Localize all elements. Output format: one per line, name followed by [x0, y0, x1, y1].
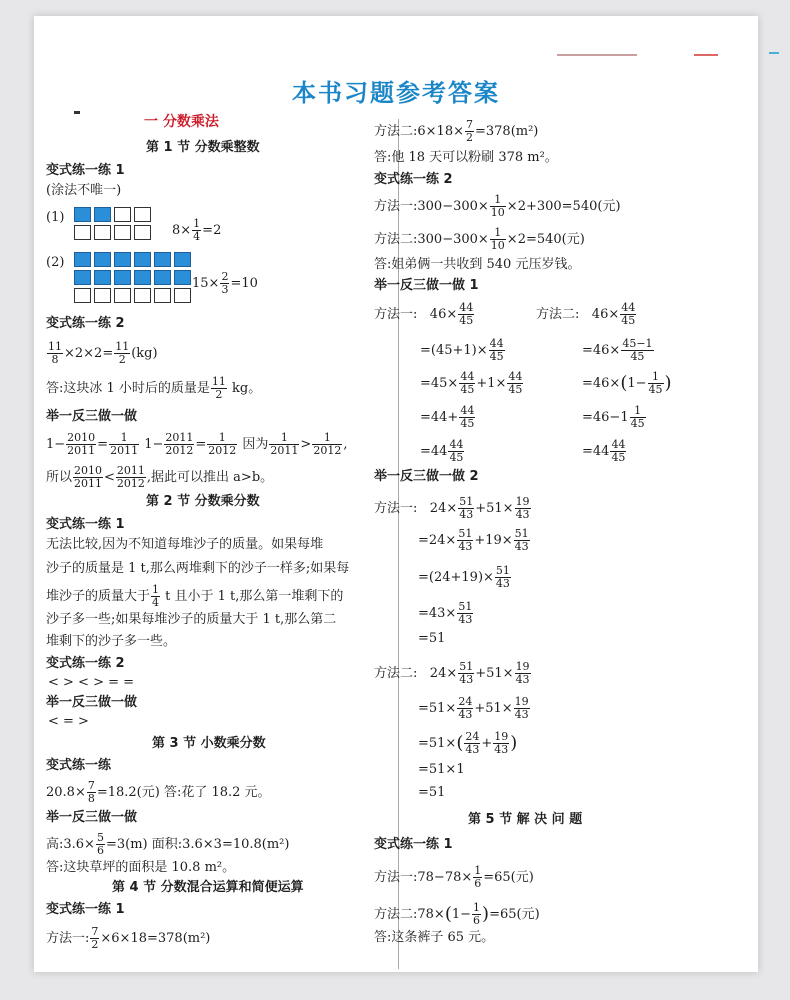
equation: 方法二: 46× $\frac{44}{45}$ — [536, 301, 636, 327]
equation: =51× $\frac{24}{43}$ +51× $\frac{19}{43}$ — [418, 695, 529, 721]
fraction — [192, 218, 201, 243]
fraction — [66, 432, 96, 457]
grid-cell — [74, 225, 91, 240]
fraction — [457, 696, 473, 721]
equation: =51 — [418, 631, 446, 646]
fraction — [472, 902, 481, 927]
fraction-part: 1 — [193, 217, 201, 230]
fraction — [211, 376, 227, 401]
fraction-part: 2 — [215, 388, 223, 401]
fraction — [493, 731, 509, 756]
fraction-part: 43 — [459, 673, 474, 686]
exercise-heading: 举一反三做一做 — [46, 810, 138, 825]
fraction — [473, 865, 482, 890]
fraction-part: 2011 — [165, 431, 194, 444]
fraction-part: 43 — [458, 613, 473, 626]
grid-cell — [174, 288, 191, 303]
equation: =43× $\frac{51}{43}$ — [418, 600, 473, 626]
fraction-part: 43 — [515, 508, 530, 521]
fraction-part: 1 — [207, 432, 237, 445]
fraction-part: 43 — [459, 508, 474, 521]
parenthesis: ( — [444, 903, 452, 925]
exercise-heading: 变式练一练 1 — [46, 163, 125, 178]
answer-text: 答:姐弟俩一共收到 540 元压岁钱。 — [374, 257, 581, 272]
header-decoration — [694, 54, 718, 56]
grid-cell-shaded — [74, 270, 91, 285]
fraction-part: 51 — [459, 660, 474, 673]
exercise-heading: 举一反三做一做 2 — [374, 469, 479, 484]
fraction — [164, 432, 194, 457]
grid-cell-shaded — [114, 270, 131, 285]
fraction-part: 1 — [630, 405, 646, 418]
exercise-heading: 变式练一练 1 — [46, 517, 125, 532]
fraction-part: 7 — [91, 925, 99, 938]
fraction-part: 51 — [495, 564, 510, 577]
grid-cell-shaded — [174, 270, 191, 285]
fraction-part: 3 — [221, 283, 229, 296]
equation: 20.8× $\frac{7}{8}$ =18.2(元) 答:花了 18.2 元。 — [46, 779, 271, 805]
paragraph-line: 堆沙子的质量大于 $\frac{1}{4}$ t 且小于 1 t,那么第一堆剩下的 — [46, 583, 344, 609]
fraction — [458, 496, 474, 521]
fraction-part: 2012 — [208, 444, 237, 457]
section-title-4: 第 4 节 分数混合运算和简便运算 — [112, 880, 304, 895]
grid-cell — [114, 288, 131, 303]
fraction-part: 43 — [495, 577, 510, 590]
fraction-part: 44 — [508, 370, 523, 383]
fraction — [610, 439, 626, 464]
equation: =(24+19)× $\frac{51}{43}$ — [418, 564, 510, 590]
exercise-heading: 举一反三做一做 1 — [374, 278, 479, 293]
fraction-part: 45 — [621, 314, 636, 327]
grid-cell-shaded — [134, 270, 151, 285]
equation: 所以 $\frac{2010}{2011}$ < $\frac{2011}{2012}$ ,据此可以推出 a>b。 — [46, 464, 274, 490]
paragraph-line: 沙子的质量是 1 t,那么两堆剩下的沙子一样多;如果每 — [46, 561, 350, 576]
answer-text: 答:他 18 天可以粉刷 378 m²。 — [374, 150, 558, 165]
grid-cell-shaded — [74, 252, 91, 267]
fraction — [459, 405, 475, 430]
fraction — [620, 302, 636, 327]
grid-cell-shaded — [94, 207, 111, 222]
exercise-heading: 变式练一练 2 — [46, 316, 125, 331]
fraction-part: 1 — [490, 194, 506, 207]
equation: $\frac{11}{8}$ ×2×2= $\frac{11}{2}$ (kg) — [48, 340, 158, 366]
fraction-part: 43 — [494, 743, 509, 756]
fraction-part: 11 — [115, 340, 130, 353]
fraction — [458, 302, 474, 327]
section-title-1: 第 1 节 分数乘整数 — [146, 140, 260, 155]
fraction-part: 51 — [459, 495, 474, 508]
fraction-part: 45 — [630, 417, 645, 430]
exercise-heading: 变式练一练 — [46, 758, 112, 773]
paragraph-line: 堆剩下的沙子多一些。 — [46, 634, 177, 649]
fraction — [465, 119, 474, 144]
fraction-part: 6 — [473, 914, 481, 927]
fraction — [457, 601, 473, 626]
grid-cell-shaded — [174, 252, 191, 267]
parenthesis: ( — [456, 732, 464, 754]
fraction-part: 2011 — [116, 464, 145, 477]
fraction-part: 45 — [611, 451, 626, 464]
equation: =46−1 $\frac{1}{45}$ — [582, 404, 645, 430]
fraction-part: 11 — [211, 375, 226, 388]
fraction — [648, 371, 664, 396]
fraction-part: 1 — [109, 432, 139, 445]
fraction-part: 19 — [515, 495, 530, 508]
parenthesis: ) — [664, 372, 672, 394]
item-label: (1) — [46, 210, 65, 225]
shading-grid-2 — [74, 252, 191, 303]
fraction-part: 45−1 — [622, 337, 653, 350]
exercise-heading: 举一反三做一做 — [46, 409, 138, 424]
fraction-part: 44 — [449, 438, 464, 451]
section-title-5: 第 5 节 解 决 问 题 — [468, 812, 583, 827]
fraction — [515, 496, 531, 521]
grid-cell — [94, 225, 111, 240]
grid-cell — [134, 288, 151, 303]
fraction-part: 2011 — [270, 444, 299, 457]
equation: 15× $\frac{2}{3}$ =10 — [192, 270, 258, 296]
fraction — [220, 271, 229, 296]
fraction — [90, 926, 99, 951]
paragraph-line: 沙子多一些;如果每堆沙子的质量大于 1 t,那么第二 — [46, 612, 337, 627]
fraction-part: 44 — [459, 301, 474, 314]
grid-cell-shaded — [114, 252, 131, 267]
equation: =51 — [418, 785, 446, 800]
fraction-part: 2011 — [67, 444, 96, 457]
fraction — [73, 465, 103, 490]
fraction-part: 43 — [514, 540, 529, 553]
fraction-part: 44 — [621, 301, 636, 314]
grid-cell — [134, 207, 151, 222]
fraction — [490, 227, 506, 252]
fraction-part: 4 — [152, 596, 160, 609]
shading-grid-1 — [74, 207, 151, 240]
fraction-part: 2011 — [110, 444, 139, 457]
parenthesis: ) — [510, 732, 518, 754]
fraction-part: 1 — [490, 227, 506, 240]
fraction-part: 51 — [458, 600, 473, 613]
equation: 8× $\frac{1}{4}$ =2 — [172, 217, 222, 243]
grid-cell — [114, 207, 131, 222]
fraction-part: 2 — [221, 270, 229, 283]
equation: =51×1 — [418, 762, 465, 777]
comparison-symbols: < = > — [48, 714, 89, 729]
fraction-part: 11 — [48, 340, 62, 353]
fraction-part: 2 — [91, 938, 99, 951]
grid-cell — [114, 225, 131, 240]
fraction-part: 51 — [514, 527, 529, 540]
fraction-part: 8 — [51, 353, 59, 366]
fraction-part: 45 — [630, 350, 645, 363]
equation: =51×( $\frac{24}{43}$ + $\frac{19}{43}$ ) — [418, 730, 518, 756]
equation: 方法二:78×(1− $\frac{1}{6}$ )=65(元) — [374, 901, 540, 927]
fraction-part: 19 — [514, 695, 529, 708]
fraction-part: 44 — [460, 404, 475, 417]
exercise-heading: 变式练一练 2 — [374, 172, 453, 187]
fraction — [96, 832, 105, 857]
equation: =24× $\frac{51}{43}$ +19× $\frac{51}{43}$ — [418, 527, 529, 553]
fraction-part: 10 — [490, 206, 505, 219]
fraction-part: 43 — [458, 540, 473, 553]
fraction-part: 6 — [96, 844, 104, 857]
equation: =44 $\frac{44}{45}$ — [582, 438, 626, 464]
equation: =45× $\frac{44}{45}$ +1× $\frac{44}{45}$ — [420, 370, 523, 396]
fraction-part: 45 — [489, 350, 504, 363]
fraction-part: 2012 — [313, 444, 342, 457]
equation: 方法一:300−300× $\frac{1}{10}$ ×2+300=540(元) — [374, 193, 621, 219]
fraction-part: 1 — [269, 432, 299, 445]
fraction — [207, 432, 237, 457]
grid-cell — [74, 288, 91, 303]
equation: 方法二:300−300× $\frac{1}{10}$ ×2=540(元) — [374, 226, 585, 252]
fraction — [489, 338, 505, 363]
equation: 方法一: 46× $\frac{44}{45}$ — [374, 301, 474, 327]
fraction-part: 2 — [465, 131, 473, 144]
grid-cell — [134, 225, 151, 240]
fraction — [116, 465, 146, 490]
fraction-part: 5 — [96, 831, 104, 844]
fraction-part: 2010 — [74, 464, 103, 477]
fraction-part: 1 — [473, 901, 481, 914]
fraction — [457, 528, 473, 553]
fraction-part: 2012 — [165, 444, 194, 457]
exercise-heading: 变式练一练 2 — [46, 656, 125, 671]
parenthesis: ) — [482, 903, 490, 925]
fraction — [621, 338, 653, 363]
fraction — [495, 565, 511, 590]
fraction — [151, 584, 160, 609]
grid-cell-shaded — [154, 252, 171, 267]
grid-cell-shaded — [74, 207, 91, 222]
equation: =46×(1− $\frac{1}{45}$ ) — [582, 370, 672, 396]
fraction-part: 43 — [515, 673, 530, 686]
fraction — [630, 405, 646, 430]
fraction-part: 24 — [458, 695, 473, 708]
fraction-part: 44 — [489, 337, 504, 350]
fraction-part: 1 — [152, 583, 160, 596]
fraction-part: 43 — [514, 708, 529, 721]
fraction — [114, 341, 130, 366]
fraction — [269, 432, 299, 457]
fraction-part: 44 — [460, 370, 475, 383]
fraction-part: 24 — [465, 730, 480, 743]
item-label: (2) — [46, 255, 65, 270]
fraction-part: 45 — [648, 383, 663, 396]
fraction-part: 43 — [465, 743, 480, 756]
equation: =44+ $\frac{44}{45}$ — [420, 404, 475, 430]
fraction — [87, 780, 96, 805]
fraction-part: 43 — [458, 708, 473, 721]
fraction — [514, 696, 530, 721]
grid-cell — [154, 288, 171, 303]
fraction-part: 1 — [312, 432, 342, 445]
fraction-part: 19 — [515, 660, 530, 673]
answer-page — [34, 16, 758, 972]
exercise-heading: 变式练一练 1 — [46, 902, 125, 917]
fraction-part: 2 — [118, 353, 126, 366]
equation: 高:3.6× $\frac{5}{6}$ =3(m) 面积:3.6×3=10.8(m²) — [46, 831, 290, 857]
fraction — [459, 371, 475, 396]
fraction-part: 1 — [474, 864, 482, 877]
fraction — [507, 371, 523, 396]
fraction-part: 7 — [465, 118, 473, 131]
fraction-part: 45 — [459, 314, 474, 327]
fraction — [47, 341, 63, 366]
chapter-title: 一 分数乘法 — [144, 114, 219, 130]
fraction-part: 45 — [460, 383, 475, 396]
answer-text: 答:这块冰 1 小时后的质量是 $\frac{11}{2}$ kg。 — [46, 375, 262, 401]
equation: =44 $\frac{44}{45}$ — [420, 438, 464, 464]
answer-text: 答:这块草坪的面积是 10.8 m²。 — [46, 860, 236, 875]
fraction — [312, 432, 342, 457]
equation: =46× $\frac{45-1}{45}$ — [582, 337, 653, 363]
fraction-part: 8 — [87, 792, 95, 805]
fraction-part: 45 — [449, 451, 464, 464]
fraction-part: 4 — [193, 230, 201, 243]
grid-cell-shaded — [94, 270, 111, 285]
header-decoration — [557, 54, 637, 56]
fraction-part: 10 — [490, 239, 505, 252]
fraction-part: 6 — [474, 877, 482, 890]
section-title-2: 第 2 节 分数乘分数 — [146, 494, 260, 509]
grid-cell-shaded — [134, 252, 151, 267]
fraction — [515, 661, 531, 686]
equation: 方法一: 24× $\frac{51}{43}$ +51× $\frac{19}{43}$ — [374, 495, 530, 521]
fraction — [458, 661, 474, 686]
fraction-part: 19 — [494, 730, 509, 743]
equation: =(45+1)× $\frac{44}{45}$ — [420, 337, 504, 363]
fraction-part: 1 — [648, 371, 664, 384]
equation: 方法一: $\frac{7}{2}$ ×6×18=378(m²) — [46, 925, 211, 951]
fraction-part: 44 — [611, 438, 626, 451]
answer-text: 答:这条裤子 65 元。 — [374, 930, 495, 945]
grid-cell-shaded — [154, 270, 171, 285]
fraction-part: 2012 — [116, 477, 145, 490]
parenthesis: ( — [620, 372, 628, 394]
equation: 方法二:6×18× $\frac{7}{2}$ =378(m²) — [374, 118, 539, 144]
fraction-part: 2010 — [67, 431, 96, 444]
fraction-part: 51 — [458, 527, 473, 540]
fraction-part: 2011 — [74, 477, 103, 490]
paragraph-line: 无法比较,因为不知道每堆沙子的质量。如果每堆 — [46, 537, 324, 552]
header-decoration — [769, 52, 779, 54]
exercise-heading: 变式练一练 1 — [374, 837, 453, 852]
margin-mark — [74, 111, 80, 114]
fraction-part: 45 — [460, 417, 475, 430]
equation: 方法二: 24× $\frac{51}{43}$ +51× $\frac{19}{43}$ — [374, 660, 530, 686]
section-title-3: 第 3 节 小数乘分数 — [152, 736, 266, 751]
page-title: 本书习题参考答案 — [292, 79, 500, 107]
exercise-heading: 举一反三做一做 — [46, 695, 138, 710]
fraction — [490, 194, 506, 219]
fraction-part: 45 — [508, 383, 523, 396]
equation: 方法一:78−78× $\frac{1}{6}$ =65(元) — [374, 864, 534, 890]
grid-cell — [94, 288, 111, 303]
grid-cell-shaded — [94, 252, 111, 267]
equation: 1− $\frac{2010}{2011}$ = $\frac{1}{2011}$ 1− $\frac{2011}{2012}$ = $\frac{1}{2012}$ 因为 $\frac{1}{2011}$ > $\frac{1}{2012}$ , — [46, 431, 348, 457]
fraction — [464, 731, 480, 756]
fraction — [448, 439, 464, 464]
exercise-note: (涂法不唯一) — [46, 183, 122, 198]
fraction-part: 7 — [87, 779, 95, 792]
fraction — [109, 432, 139, 457]
fraction — [514, 528, 530, 553]
comparison-symbols: < > < > = = — [48, 675, 135, 690]
